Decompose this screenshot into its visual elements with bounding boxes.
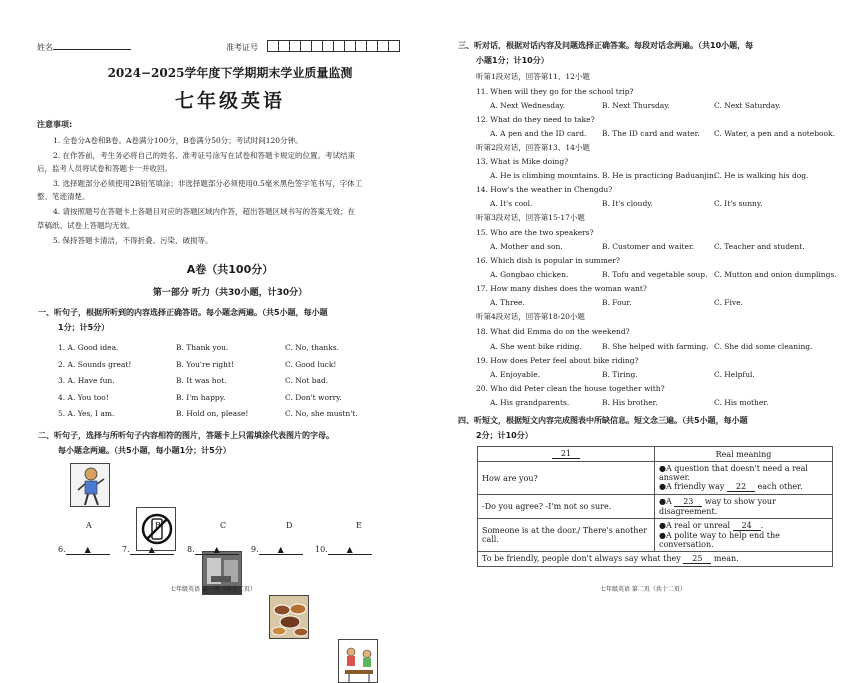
option: C. She did some cleaning.	[714, 342, 813, 351]
bullet-icon: ●	[659, 531, 666, 540]
q2-title-cont: 每小题念两遍。（共5小题，每小题1分；计5分）	[58, 446, 231, 455]
option: B. Customer and waiter.	[602, 242, 695, 251]
question: 17. How many dishes does the woman want?	[476, 284, 647, 293]
option: 3. A. Have fun.	[58, 376, 115, 385]
table-footer-cell: To be friendly, people don't always say what they 25 mean.	[478, 552, 833, 567]
option: 2. A. Sounds great!	[58, 360, 132, 369]
question: 12. What do they need to take?	[476, 115, 595, 124]
question: 15. Who are the two speakers?	[476, 228, 594, 237]
subject-title: 七年级英语	[174, 90, 285, 112]
option: C. Teacher and student.	[714, 242, 805, 251]
triangle-icon: ▲	[213, 545, 220, 554]
q4-title: 四、听短文，根据短文内容完成图表中所缺信息。短文念三遍。（共5小题，每小题	[458, 416, 748, 425]
answer-blank-8[interactable]: 8. ▲	[187, 546, 239, 555]
id-label: 准考证号	[226, 43, 258, 52]
name-label: 姓名	[37, 43, 53, 52]
option: A. A pen and the ID card.	[490, 129, 587, 138]
table-cell: Someone is at the door./ There's another call.	[478, 519, 655, 552]
dialogue-heading: 听第4段对话，回答第18-20小题	[476, 312, 585, 321]
real-meaning-table	[477, 446, 833, 567]
name-underline	[53, 49, 131, 50]
option: 1. A. Good idea.	[58, 343, 119, 352]
triangle-icon: ▲	[277, 545, 284, 554]
id-number-boxes[interactable]	[268, 40, 400, 52]
question: 14. How's the weather in Chengdu?	[476, 185, 613, 194]
dialogue-heading: 听第2段对话，回答第13、14小题	[476, 143, 590, 152]
notice-line: 2. 在作答前，考生务必将自己的姓名、准考证号涂写在试卷和答题卡规定的位置。考试结束	[53, 151, 356, 160]
option: C. It's sunny.	[714, 199, 763, 208]
option: 5. A. Yes, I am.	[58, 409, 115, 418]
option: C. He is walking his dog.	[714, 171, 809, 180]
question: 11. When will they go for the school trip?	[476, 87, 634, 96]
option: A. Gongbao chicken.	[490, 270, 569, 279]
question: 20. Who did Peter clean the house together with?	[476, 384, 665, 393]
notice-line: 草稿纸、试卷上答题均无效。	[37, 221, 135, 230]
picture-e-people-icon	[338, 639, 378, 683]
notice-line: 3. 选择题部分必须使用2B铅笔填涂；非选择题部分必须使用0.5毫米黑色签字笔书写，字体工	[53, 179, 363, 188]
triangle-icon: ▲	[346, 545, 353, 554]
question: 13. What is Mike doing?	[476, 157, 569, 166]
blank-23[interactable]: 23	[674, 497, 702, 507]
option: A. His grandparents.	[490, 398, 570, 407]
notice-line: 5. 保持答题卡清洁，不得折叠、污染、破损等。	[53, 236, 213, 245]
option: A. She went bike riding.	[490, 342, 582, 351]
option: C. No, she mustn't.	[285, 409, 358, 418]
q1-title-cont: 1分；计5分）	[58, 323, 110, 332]
q3-title: 三、听对话，根据对话内容及问题选择正确答案。每段对话念两遍。（共10小题，每	[458, 41, 754, 50]
table-cell: ●A question that doesn't need a real answer. ●A friendly way 22 each other.	[655, 462, 833, 495]
option: C. Good luck!	[285, 360, 337, 369]
picture-label: B	[155, 521, 161, 530]
option: A. Mother and son.	[490, 242, 563, 251]
option: B. Next Thursday.	[602, 101, 670, 110]
section-a-title: A卷（共100分）	[186, 263, 274, 276]
dialogue-heading: 听第3段对话，回答第15-17小题	[476, 213, 585, 222]
option: C. Not bad.	[285, 376, 329, 385]
q1-title: 一、听句子，根据所听到的内容选择正确答语。每小题念两遍。（共5小题，每小题	[38, 308, 328, 317]
option: C. His mother.	[714, 398, 769, 407]
picture-a-boy-icon	[70, 463, 110, 507]
option: B. She helped with farming.	[602, 342, 709, 351]
picture-label: E	[356, 521, 362, 530]
option: B. I'm happy.	[176, 393, 226, 402]
notice-line: 后，监考人员将试卷和答题卡一并收回。	[37, 164, 172, 173]
bullet-icon: ●	[659, 521, 666, 530]
table-header-cell[interactable]	[478, 447, 655, 462]
answer-blank-7[interactable]: 7. ▲	[122, 546, 174, 555]
blank-21: 21	[552, 449, 580, 459]
picture-d-dishes-photo	[269, 595, 309, 639]
option: A. It's cool.	[490, 199, 533, 208]
answer-blank-6[interactable]: 6. ▲	[58, 546, 110, 555]
blank-25[interactable]: 25	[683, 554, 711, 564]
triangle-icon: ▲	[84, 545, 91, 554]
triangle-icon: ▲	[148, 545, 155, 554]
exam-year-title: 2024−2025学年度下学期期末学业质量监测	[107, 66, 353, 80]
option: B. You're right!	[176, 360, 235, 369]
option: C. Don't worry.	[285, 393, 342, 402]
option: B. The ID card and water.	[602, 129, 700, 138]
option: C. Helpful.	[714, 370, 755, 379]
notice-line: 1. 全卷分A卷和B卷。A卷满分100分，B卷满分50分；考试时间120分钟。	[53, 136, 303, 145]
table-cell: -Do you agree? -I'm not so sure.	[478, 495, 655, 519]
option: C. Water, a pen and a notebook.	[714, 129, 835, 138]
option: B. Tofu and vegetable soup.	[602, 270, 708, 279]
question: 19. How does Peter feel about bike riding?	[476, 356, 639, 365]
picture-label: A	[86, 521, 92, 530]
bullet-icon: ●	[659, 497, 666, 506]
q4-title-cont: 2分；计10分）	[476, 431, 533, 440]
name-field[interactable]	[37, 44, 131, 52]
table-cell: ●A 23 way to show your disagreement.	[655, 495, 833, 519]
option: A. He is climbing mountains.	[490, 171, 600, 180]
question: 18. What did Emma do on the weekend?	[476, 327, 630, 336]
page-footer-right: 七年级英语 第二页（共十二页）	[600, 586, 686, 593]
picture-label: C	[220, 521, 227, 530]
option: C. Five.	[714, 298, 743, 307]
picture-label: D	[286, 521, 293, 530]
option: B. He is practicing Baduanjin.	[602, 171, 717, 180]
option: C. Next Saturday.	[714, 101, 781, 110]
option: B. Hold on, please!	[176, 409, 249, 418]
q3-title-cont: 小题1分；计10分）	[476, 56, 549, 65]
option: A. Three.	[490, 298, 525, 307]
table-header-cell: Real meaning	[655, 447, 833, 462]
page-footer-left: 七年级英语 第一页（共十二页）	[170, 586, 256, 593]
option: A. Next Wednesday.	[490, 101, 566, 110]
bullet-icon: ●	[659, 482, 666, 491]
answer-blank-10[interactable]: 10. ▲	[315, 546, 372, 555]
option: B. Four.	[602, 298, 632, 307]
option: B. It's cloudy.	[602, 199, 653, 208]
table-cell: How are you?	[478, 462, 655, 495]
blank-24[interactable]: 24	[733, 521, 761, 531]
bullet-icon: ●	[659, 464, 666, 473]
option: C. No, thanks.	[285, 343, 340, 352]
blank-22[interactable]: 22	[727, 482, 755, 492]
option: A. Enjoyable.	[490, 370, 541, 379]
notice-line: 整、笔迹清楚。	[37, 192, 90, 201]
option: 4. A. You too!	[58, 393, 109, 402]
notice-line: 4. 请按照题号在答题卡上各题目对应的答题区域内作答，超出答题区域书写的答案无效；在	[53, 207, 356, 216]
dialogue-heading: 听第1段对话，回答第11、12小题	[476, 72, 590, 81]
question: 16. Which dish is popular in summer?	[476, 256, 620, 265]
answer-blank-9[interactable]: 9. ▲	[251, 546, 303, 555]
table-cell: ●A real or unreal 24 . ●A polite way to help end the conversation.	[655, 519, 833, 552]
notice-title: 注意事项:	[37, 120, 73, 129]
option: B. Tiring.	[602, 370, 638, 379]
part1-title: 第一部分 听力（共30小题，计30分）	[152, 288, 308, 298]
option: B. It was hot.	[176, 376, 227, 385]
option: B. His brother.	[602, 398, 658, 407]
option: C. Mutton and onion dumplings.	[714, 270, 837, 279]
option: B. Thank you.	[176, 343, 229, 352]
q2-title: 二、听句子，选择与所听句子内容相符的图片，答题卡上只需填涂代表图片的字母。	[38, 431, 334, 440]
